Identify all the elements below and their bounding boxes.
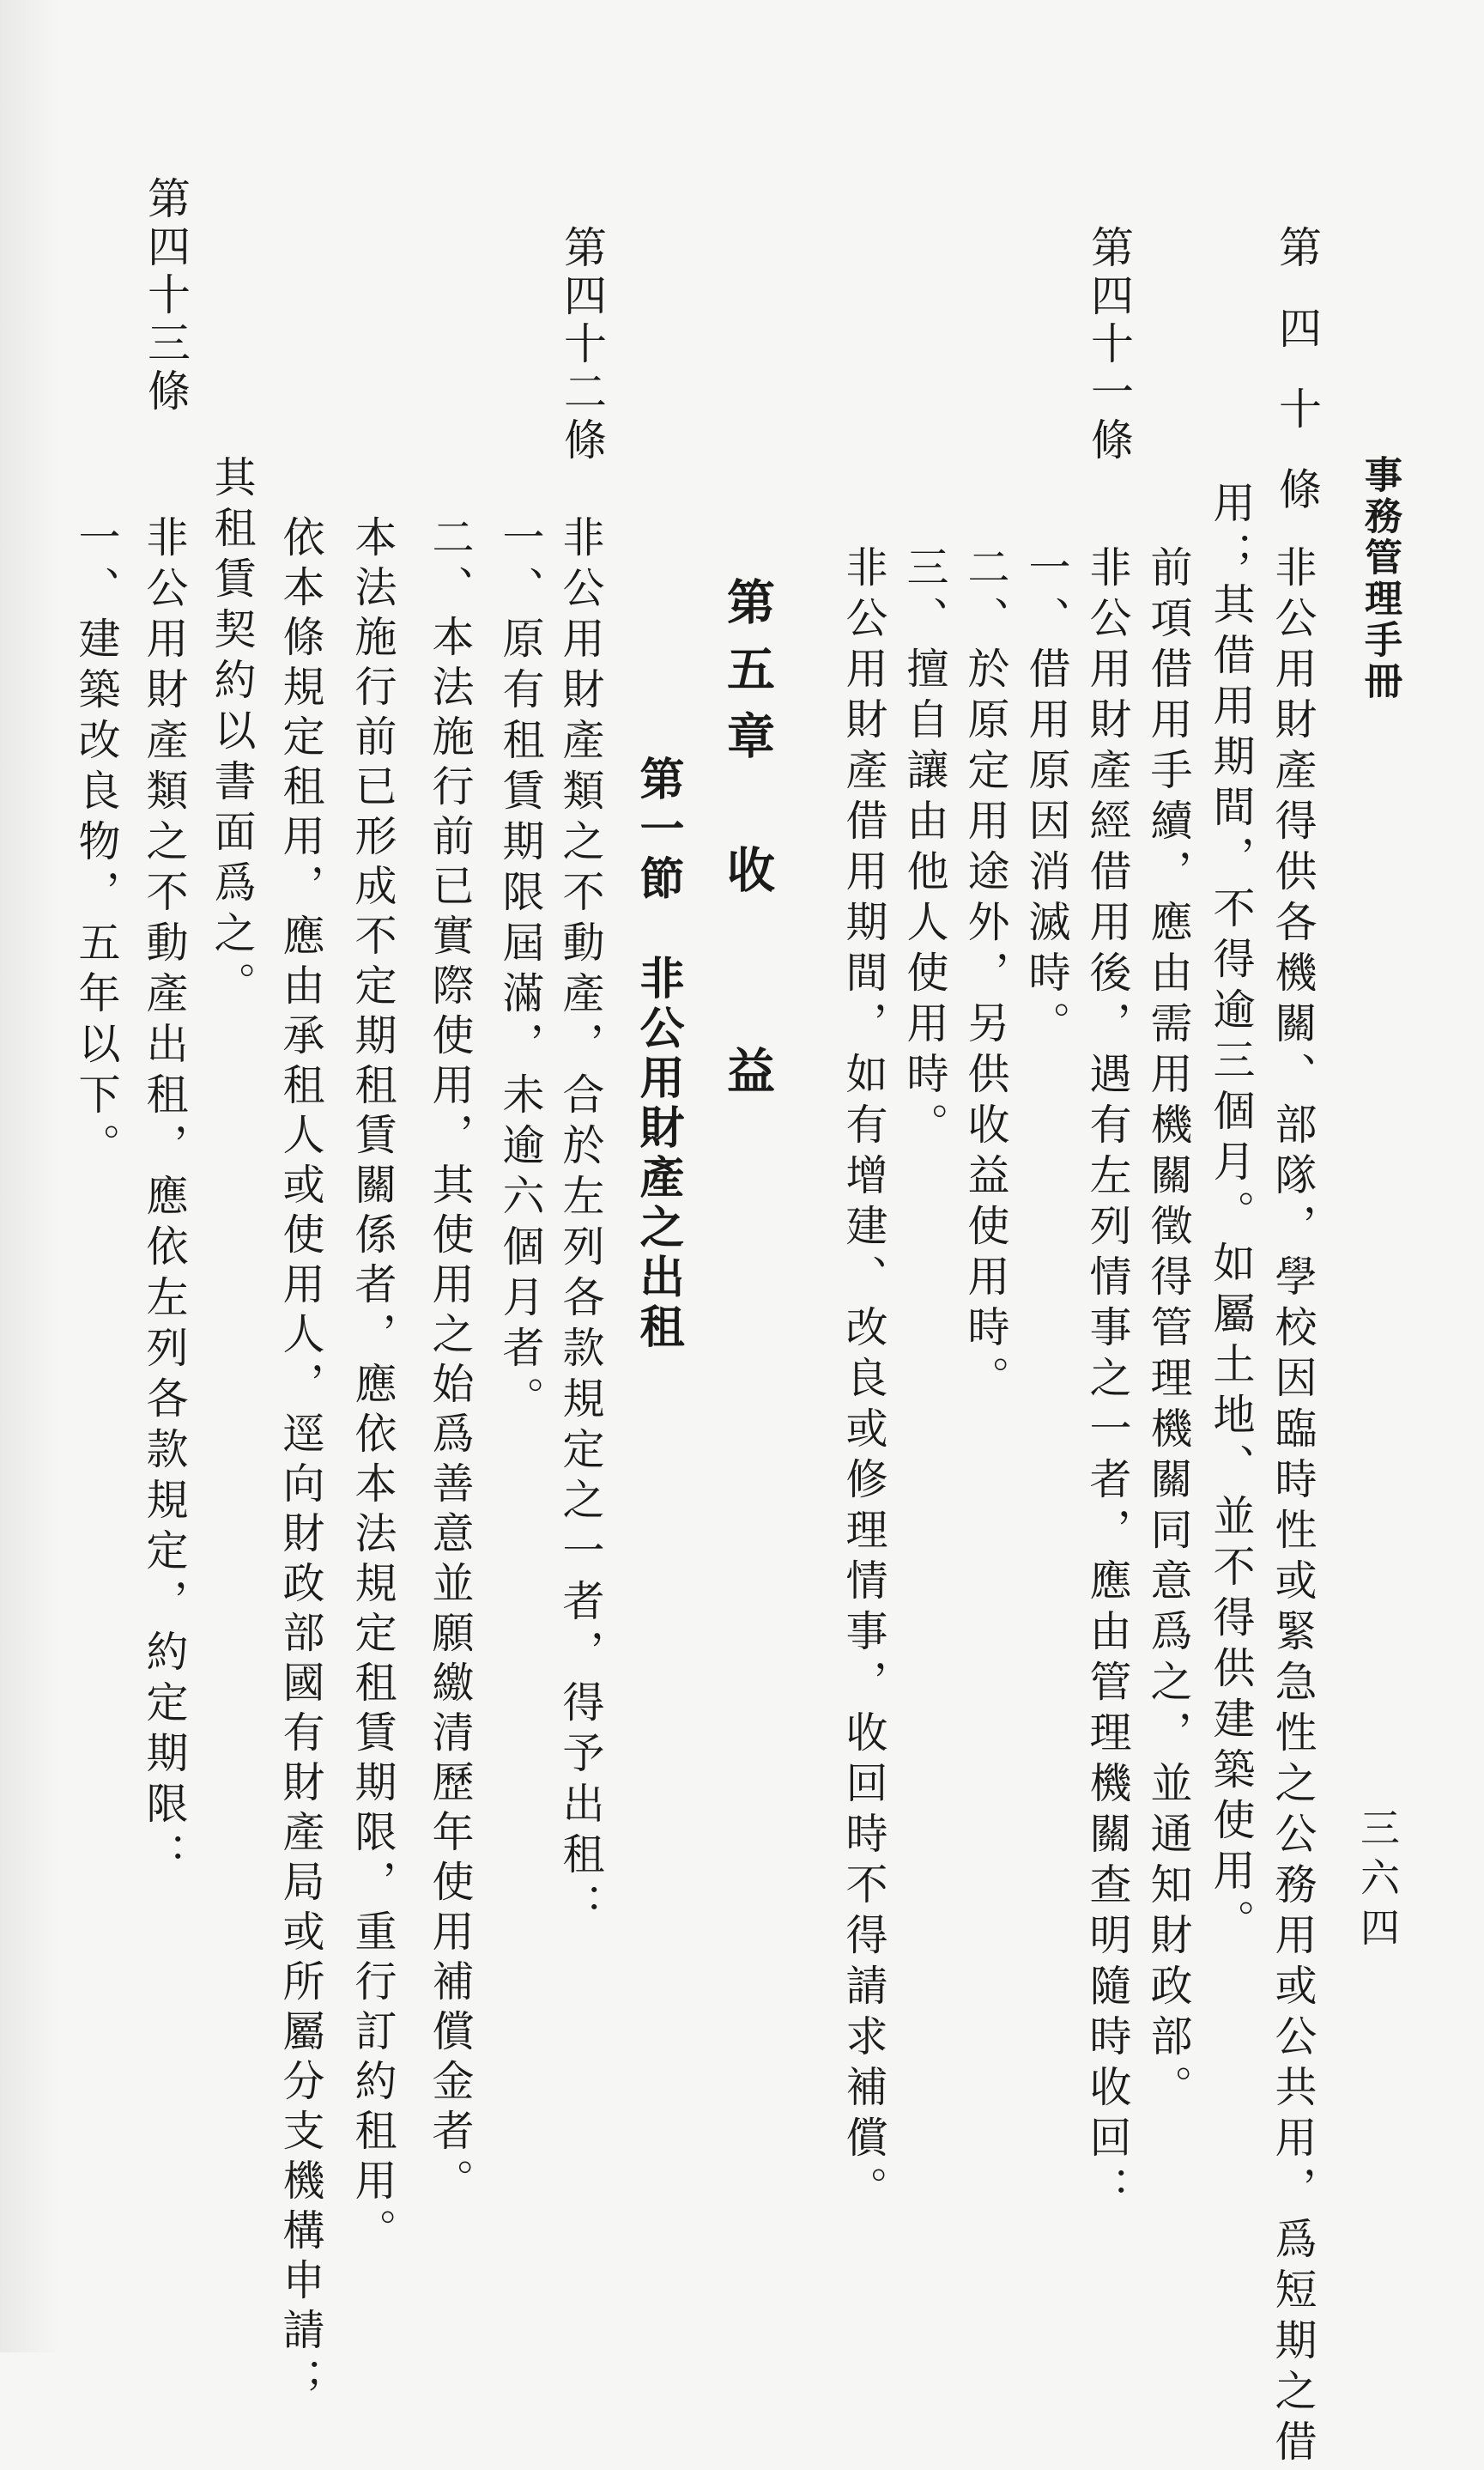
section-title: 第一節 非公用財產之出租 xyxy=(632,756,684,1353)
article-42-para2-line2: 依本條規定租用，應由承租人或使用人，逕向財政部國有財產局或所屬分支機構申請； xyxy=(276,515,325,2407)
article-42-para2-line3: 其租賃契約以書面爲之。 xyxy=(208,455,257,1012)
article-42-item-2: 二、本法施行前已實際使用，其使用之始爲善意並願繳清歷年使用補償金者。 xyxy=(426,515,475,2208)
article-40-line2: 用；其借用期間，不得逾三個月。如屬土地、並不得供建築使用。 xyxy=(1207,481,1256,1950)
page-number: 三六四 xyxy=(1354,1807,1401,1957)
article-41-item-3: 三、擅自讓由他人使用時。 xyxy=(900,545,949,1153)
article-42-item-1: 一、原有租賃期限屆滿，未逾六個月者。 xyxy=(496,515,545,1427)
article-41-item-1: 一、借用原因消滅時。 xyxy=(1022,545,1071,1052)
article-41-label: 第四十一條 xyxy=(1084,225,1134,465)
article-40-line1: 非公用財產得供各機關、部隊，學校因臨時性或緊急性之公務用或公共用，爲短期之借 xyxy=(1269,545,1317,2470)
article-43-item-1: 一、建築改良物，五年以下。 xyxy=(72,515,121,1174)
article-43-intro: 非公用財產類之不動產出租，應依左列各款規定，約定期限： xyxy=(140,515,189,1883)
article-42-label: 第四十二條 xyxy=(557,225,607,465)
article-41-intro: 非公用財產經借用後，遇有左列情事之一者，應由管理機關查明隨時收回： xyxy=(1083,545,1132,2217)
running-header-title: 事務管理手冊 xyxy=(1358,455,1402,702)
article-40-para2: 前項借用手續，應由需用機關徵得管理機關同意爲之，並通知財政部。 xyxy=(1144,545,1193,2115)
chapter-title: 第五章 收 益 xyxy=(719,577,776,1113)
article-42-intro: 非公用財產類之不動產，合於左列各款規定之一者，得予出租： xyxy=(556,515,605,1933)
article-40-label: 第 四 十 條 xyxy=(1272,225,1322,522)
article-41-item-2: 二、於原定用途外，另供收益使用時。 xyxy=(961,545,1010,1406)
article-41-closing: 非公用財產借用期間，如有增建、改良或修理情事，收回時不得請求補償。 xyxy=(839,545,888,2217)
article-42-para2-line1: 本法施行前已形成不定期租賃關係者，應依本法規定租賃期限，重行訂約租用。 xyxy=(348,515,397,2258)
article-43-label: 第四十三條 xyxy=(141,176,191,416)
